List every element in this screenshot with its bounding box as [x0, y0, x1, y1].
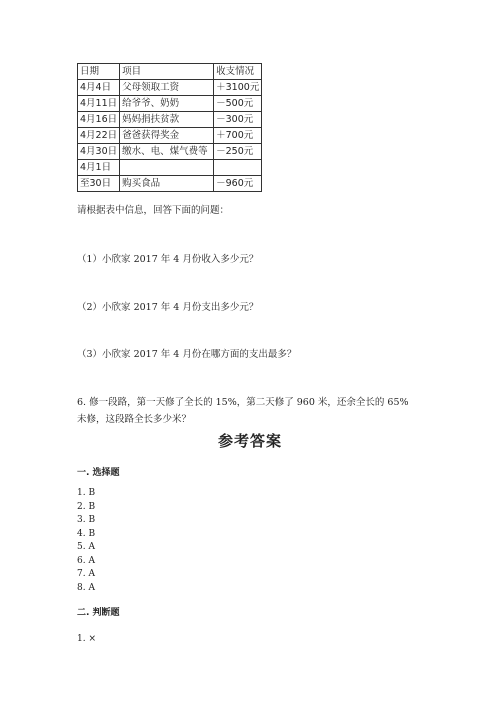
- answers-title: 参考答案: [217, 432, 282, 450]
- list-item: 8. A: [77, 582, 95, 593]
- row-item: [120, 160, 214, 176]
- header-item: 项目: [120, 64, 214, 80]
- row-amount: ＋3100元: [214, 80, 262, 96]
- row-date: 4月1日: [78, 160, 120, 176]
- row-date: 4月30日: [78, 144, 120, 160]
- table-row: [78, 176, 262, 192]
- row-date: 至30日: [78, 176, 120, 192]
- section-judge-heading: 二. 判断题: [77, 608, 120, 618]
- row-item: 给爷爷、奶奶: [120, 96, 214, 112]
- header-date: 日期: [78, 64, 120, 80]
- question-2: （2）小欣家 2017 年 4 月份支出多少元？: [77, 302, 259, 313]
- question-3: （3）小欣家 2017 年 4 月份在哪方面的支出最多？: [77, 349, 297, 360]
- list-item: 4. B: [77, 528, 96, 539]
- row-amount: －250元: [214, 144, 262, 160]
- choice-answer-list: [77, 487, 95, 595]
- row-amount: －300元: [214, 112, 262, 128]
- table-row: [78, 80, 262, 96]
- row-item: 父母领取工资: [120, 80, 214, 96]
- section-choice-heading: 一. 选择题: [77, 468, 120, 478]
- row-date: 4月16日: [78, 112, 120, 128]
- table-row: [78, 96, 262, 112]
- list-item: 1. B: [77, 488, 96, 498]
- question-1: （1）小欣家 2017 年 4 月份收入多少元？: [77, 254, 259, 265]
- row-item: 购买食品: [120, 176, 214, 192]
- list-item: 3. B: [77, 515, 96, 525]
- row-date: 4月4日: [78, 80, 120, 96]
- list-item: 6. A: [77, 555, 95, 566]
- list-item: 2. B: [77, 501, 96, 512]
- table-header-row: [78, 64, 262, 80]
- row-item: 妈妈捐扶贫款: [120, 112, 214, 128]
- list-item: 5. A: [77, 542, 95, 552]
- row-date: 4月11日: [78, 96, 120, 112]
- table-row: [78, 128, 262, 144]
- table-row: [78, 112, 262, 128]
- row-amount: ＋700元: [214, 128, 262, 144]
- row-amount: [214, 160, 262, 176]
- question-prompt: 请根据表中信息，回答下面的问题：: [77, 205, 230, 216]
- problem-6: 6. 修一段路，第一天修了全长的 15%，第二天修了 960 米，还余全长的 65%未修，这段路全长多少米？: [77, 397, 409, 425]
- judge-answer-1: 1. ×: [77, 634, 96, 644]
- header-amount: 收支情况: [214, 64, 262, 80]
- row-amount: －960元: [214, 176, 262, 192]
- income-expense-table: [77, 63, 262, 192]
- row-item: 缴水、电、煤气费等: [120, 144, 214, 160]
- table-row: [78, 144, 262, 160]
- row-date: 4月22日: [78, 128, 120, 144]
- table-row: [78, 160, 262, 176]
- row-amount: －500元: [214, 96, 262, 112]
- list-item: 7. A: [77, 569, 95, 579]
- row-item: 爸爸获得奖金: [120, 128, 214, 144]
